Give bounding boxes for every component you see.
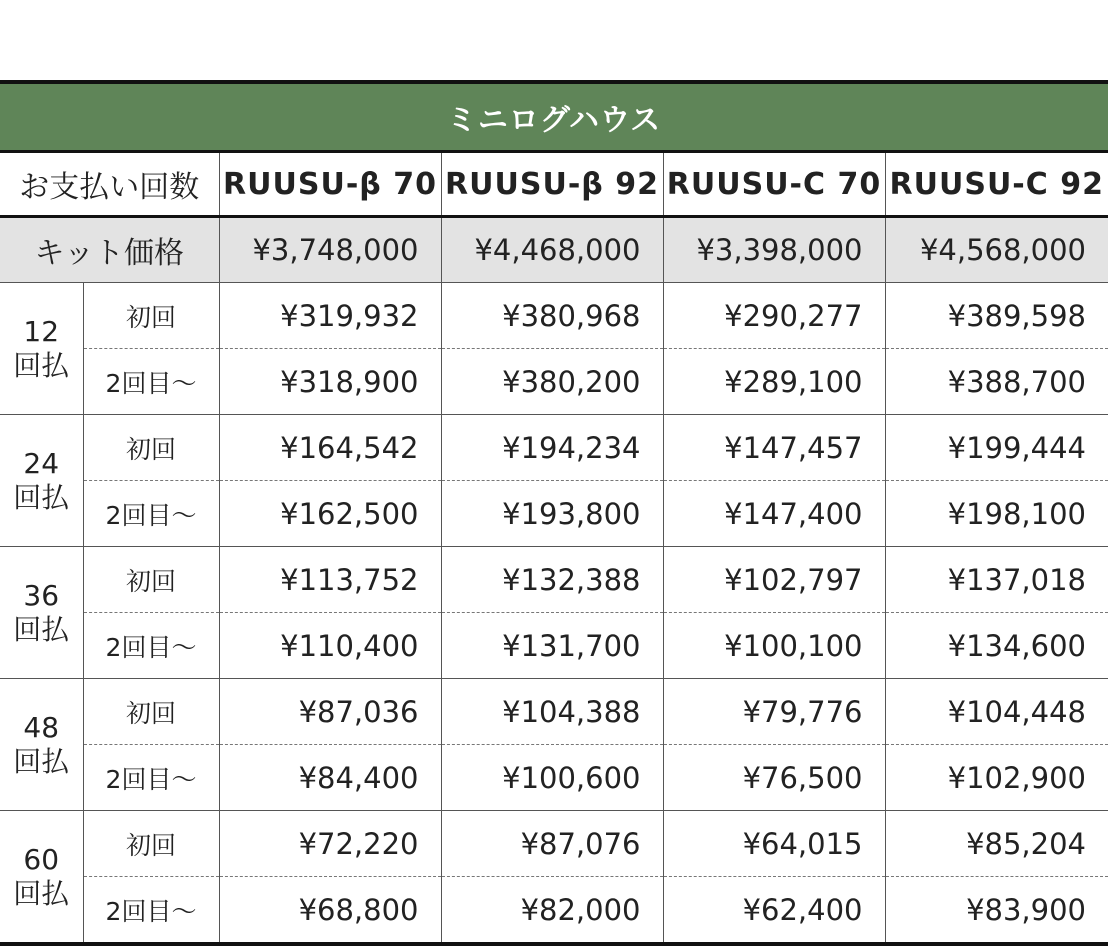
first-payment-price: ¥87,076 [441, 811, 663, 877]
subsequent-payment-price: ¥131,700 [441, 613, 663, 679]
first-payment-price: ¥194,234 [441, 415, 663, 481]
first-payment-price: ¥164,542 [219, 415, 441, 481]
model-header-ruusu-b92: RUUSU-β 92 [441, 152, 663, 217]
model-header-ruusu-c70: RUUSU-C 70 [663, 152, 885, 217]
subsequent-payment-price: ¥76,500 [663, 745, 885, 811]
table-row [0, 745, 1108, 811]
first-payment-price: ¥380,968 [441, 283, 663, 349]
table-row [0, 349, 1108, 415]
installment-suffix: 回払 [13, 876, 70, 910]
installment-plan-label [0, 415, 83, 547]
installment-months: 24 [23, 446, 60, 480]
first-payment-price: ¥147,457 [663, 415, 885, 481]
kit-price-cell: ¥4,568,000 [885, 217, 1108, 283]
table-title: ミニログハウス [0, 82, 1108, 152]
installment-months: 48 [23, 710, 60, 744]
plan-group [0, 811, 1108, 945]
installment-plan-label [0, 811, 83, 945]
installment-suffix: 回払 [13, 348, 70, 382]
first-payment-price: ¥104,448 [885, 679, 1108, 745]
subsequent-payment-price: ¥84,400 [219, 745, 441, 811]
subsequent-payment-price: ¥110,400 [219, 613, 441, 679]
plan-group [0, 547, 1108, 679]
subsequent-payment-price: ¥102,900 [885, 745, 1108, 811]
first-payment-price: ¥199,444 [885, 415, 1108, 481]
subsequent-payment-label: 2回目〜 [83, 481, 219, 547]
subsequent-payment-price: ¥162,500 [219, 481, 441, 547]
subsequent-payment-price: ¥83,900 [885, 877, 1108, 945]
kit-price-cell: ¥3,398,000 [663, 217, 885, 283]
subsequent-payment-price: ¥289,100 [663, 349, 885, 415]
subsequent-payment-price: ¥388,700 [885, 349, 1108, 415]
payment-count-header: お支払い回数 [0, 152, 219, 217]
model-header-ruusu-b70: RUUSU-β 70 [219, 152, 441, 217]
subsequent-payment-price: ¥193,800 [441, 481, 663, 547]
kit-price-cell: ¥4,468,000 [441, 217, 663, 283]
installment-plan-label [0, 283, 83, 415]
installment-price-table [0, 80, 1108, 946]
header-row [0, 152, 1108, 217]
first-payment-price: ¥79,776 [663, 679, 885, 745]
table-row [0, 811, 1108, 877]
kit-price-row [0, 217, 1108, 283]
subsequent-payment-price: ¥134,600 [885, 613, 1108, 679]
table-row [0, 481, 1108, 547]
first-payment-label: 初回 [83, 415, 219, 481]
installment-months: 60 [23, 842, 60, 876]
installment-suffix: 回払 [13, 612, 70, 646]
first-payment-price: ¥137,018 [885, 547, 1108, 613]
table-row [0, 679, 1108, 745]
first-payment-price: ¥319,932 [219, 283, 441, 349]
kit-price-label: キット価格 [0, 217, 219, 283]
first-payment-price: ¥85,204 [885, 811, 1108, 877]
installment-plan-label [0, 679, 83, 811]
table-row [0, 547, 1108, 613]
first-payment-label: 初回 [83, 679, 219, 745]
table-row [0, 283, 1108, 349]
table-row [0, 415, 1108, 481]
subsequent-payment-label: 2回目〜 [105, 896, 197, 926]
subsequent-payment-price: ¥100,600 [441, 745, 663, 811]
table-row [0, 877, 1108, 945]
installment-months: 36 [23, 578, 60, 612]
first-payment-price: ¥132,388 [441, 547, 663, 613]
first-payment-label: 初回 [83, 547, 219, 613]
installment-suffix: 回払 [13, 480, 70, 514]
installment-suffix: 回払 [13, 744, 70, 778]
first-payment-price: ¥72,220 [219, 811, 441, 877]
subsequent-payment-price: ¥68,800 [219, 877, 441, 945]
installment-plan-label [0, 547, 83, 679]
table-row [0, 613, 1108, 679]
kit-price-cell: ¥3,748,000 [219, 217, 441, 283]
first-payment-price: ¥389,598 [885, 283, 1108, 349]
subsequent-payment-price: ¥82,000 [441, 877, 663, 945]
subsequent-payment-label: 2回目〜 [83, 349, 219, 415]
subsequent-payment-price: ¥147,400 [663, 481, 885, 547]
subsequent-payment-price: ¥62,400 [663, 877, 885, 945]
first-payment-label: 初回 [83, 283, 219, 349]
subsequent-payment-label: 2回目〜 [83, 745, 219, 811]
plan-group [0, 679, 1108, 811]
subsequent-payment-price: ¥198,100 [885, 481, 1108, 547]
first-payment-price: ¥87,036 [219, 679, 441, 745]
first-payment-price: ¥113,752 [219, 547, 441, 613]
subsequent-payment-label: 2回目〜 [83, 613, 219, 679]
first-payment-label: 初回 [83, 811, 219, 877]
first-payment-price: ¥64,015 [663, 811, 885, 877]
plan-group [0, 415, 1108, 547]
subsequent-payment-price: ¥380,200 [441, 349, 663, 415]
first-payment-price: ¥290,277 [663, 283, 885, 349]
model-header-ruusu-c92: RUUSU-C 92 [885, 152, 1108, 217]
installment-months: 12 [23, 314, 60, 348]
first-payment-price: ¥102,797 [663, 547, 885, 613]
plan-group [0, 283, 1108, 415]
subsequent-payment-price: ¥100,100 [663, 613, 885, 679]
first-payment-price: ¥104,388 [441, 679, 663, 745]
subsequent-payment-price: ¥318,900 [219, 349, 441, 415]
